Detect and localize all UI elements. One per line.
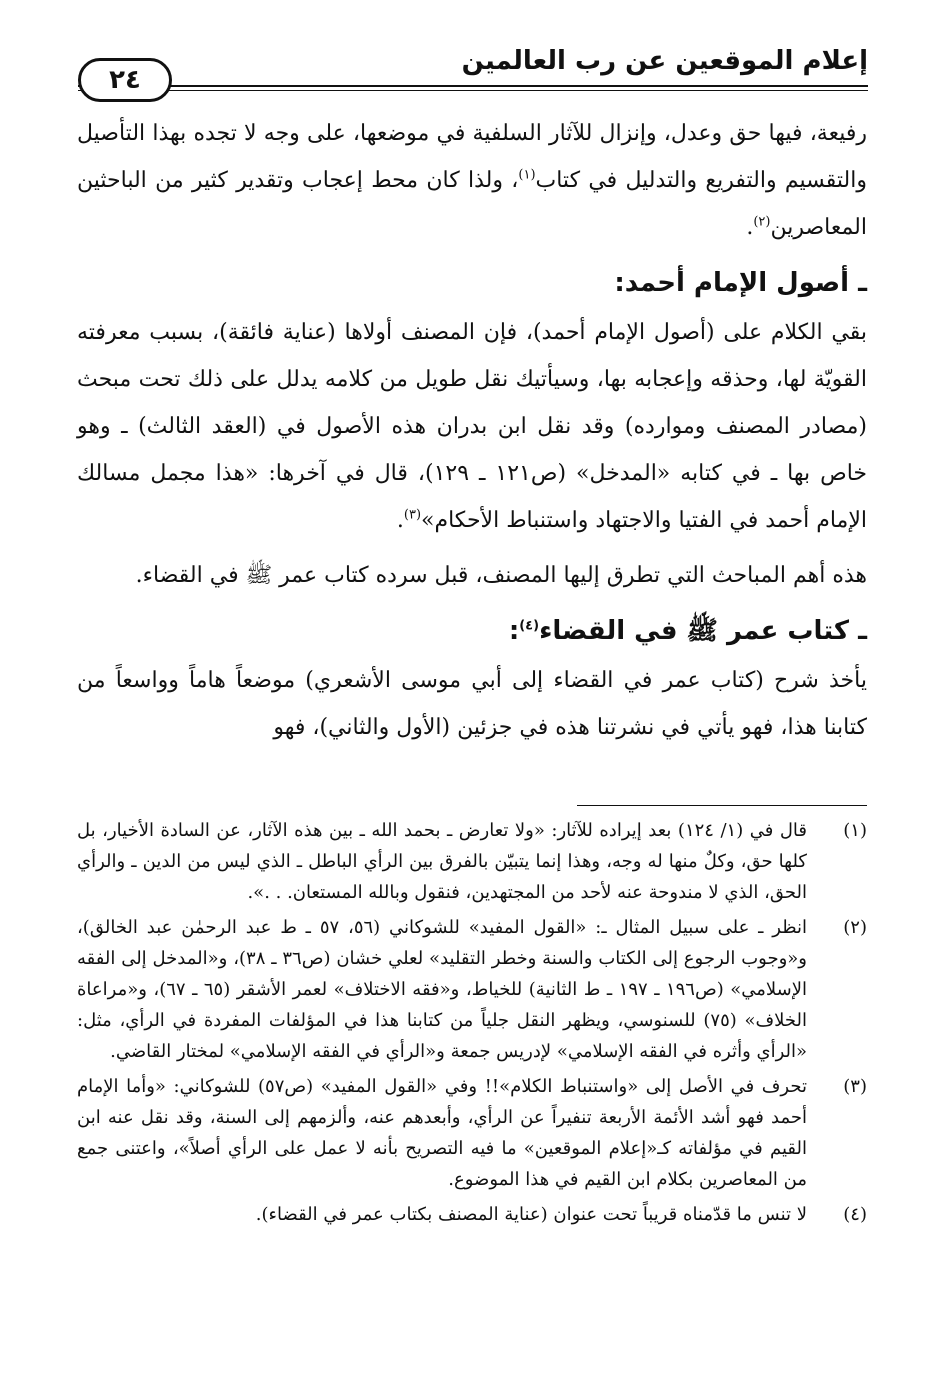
paragraph [77,309,867,544]
footnote-ref[interactable]: (٣) [403,507,422,523]
paragraph-text: . [746,215,754,240]
page-header [78,40,868,95]
footnote-separator [577,805,867,806]
footnote-text: قال في (١/ ١٢٤) بعد إيراده للآثار: «ولا تعارض ـ بحمد الله ـ بين هذه الآثار، عن السادة الأخيار، بل كلها حق، وكلٌ منها له وجه، وهذا إنما يتبيّن بالفرق بين الرأي الباطل ـ الذي ليس من الدين ـ والرأي الحق، الذي لا مندوحة عنه لأحد من المجتهدين، فنقول وبالله المستعان. . .». [77,820,808,903]
footnote-number: (٤) [843,1204,867,1225]
paragraph [77,110,867,251]
header-rule-thin [78,90,868,91]
page-number: ٢٤ [78,58,172,102]
footnote-text: تحرف في الأصل إلى «واستنباط الكلام»!! وفي «القول المفيد» (ص٥٧) للشوكاني: «وأما الإمام أحمد فهو أشد الأئمة الأربعة تنفيراً عن الرأي، وأبعدهم عنه، وألزمهم إلى السنة، وقد نقل عنه ابن القيم في مؤلفاته كـ«إعلام الموقعين» ما فيه التصريح بأنه لا عمل على الرأي أصلاً»، واعتنى جمع من المعاصرين بكلام ابن القيم في هذا الموضوع. [77,1076,807,1190]
footnote [77,815,867,908]
footnotes [77,815,867,1234]
main-text [77,110,867,751]
footnote-ref[interactable]: (٤) [519,618,540,634]
footnote-number: (٢) [843,917,867,938]
paragraph-text: . [396,508,404,533]
section-heading [77,605,867,657]
footnote-number: (١) [843,820,867,841]
section-heading: ـ أصول الإمام أحمد: [614,268,867,298]
footnote-ref[interactable]: (١) [518,167,536,183]
footnote-text: لا تنس ما قدّمناه قريباً تحت عنوان (عناية المصنف بكتاب عمر في القضاء). [255,1204,807,1225]
footnote-number: (٣) [843,1076,867,1097]
heading-text: : [508,616,520,646]
footnote [77,912,867,1067]
heading-text: ـ كتاب عمر ﷺ في القضاء [539,616,867,646]
paragraph: هذه أهم المباحث التي تطرق إليها المصنف، قبل سرده كتاب عمر ﷺ في القضاء. [135,563,867,588]
paragraph-text: بقي الكلام على (أصول الإمام أحمد)، فإن المصنف أولاها (عناية فائقة)، بسبب معرفته القويّة لها، وحذقه وإعجابه بها، وسيأتيك نقل طويل من كلامه يدلل على ذلك تحت مبحث (مصادر المصنف وموارده) وقد نقل ابن بدران هذه الأصول في (العقد الثالث) ـ وهو خاص بها ـ في كتابه «المدخل» (ص١٢١ ـ ١٢٩)، قال في آخرها: «هذا مجمل مسالك الإمام أحمد في الفتيا والاجتهاد واستنباط الأحكام» [77,320,868,533]
paragraph: يأخذ شرح (كتاب عمر في القضاء إلى أبي موسى الأشعري) موضعاً هاماً وواسعاً من كتابنا هذا، فهو يأتي في نشرتنا هذه في جزئين (الأول والثاني)، فهو [77,668,867,740]
footnote-text: انظر ـ على سبيل المثال ـ: «القول المفيد» للشوكاني (٥٦، ٥٧ ـ ط عبد الرحمٰن عبد الخالق)، و«وجوب الرجوع إلى الكتاب والسنة وخطر التقليد» لعلي خشان (ص٣٦ ـ ٣٨)، و«المدخل إلى الفقه الإسلامي» (ص١٩٦ ـ ١٩٧ ـ ط الثانية) للخياط، و«فقه الاختلاف» لعمر الأشقر (٦٥ ـ ٦٧)، و«مراعاة الخلاف» (٧٥) للسنوسي، ويظهر النقل جلياً من كتابنا هذا في المؤلفات المفردة في الرأي، مثل: «الرأي وأثره في الفقه الإسلامي» لإدريس جمعة و«الرأي في الفقه الإسلامي» لمختار القاضي. [77,917,808,1062]
running-title: إعلام الموقعين عن رب العالمين [461,46,868,76]
footnote [77,1199,867,1230]
paragraph-text: رفيعة، فيها حق وعدل، وإنزال للآثار السلفية في موضعها، على وجه لا تجده بهذا التأصيل والتقسيم والتفريع والتدليل في كتاب [77,121,867,193]
footnote [77,1071,867,1195]
paragraph-text: ، ولذا كان محط إعجاب وتقدير كثير من الباحثين المعاصرين [77,168,867,240]
header-rule [78,85,868,87]
footnote-ref[interactable]: (٢) [753,214,771,230]
